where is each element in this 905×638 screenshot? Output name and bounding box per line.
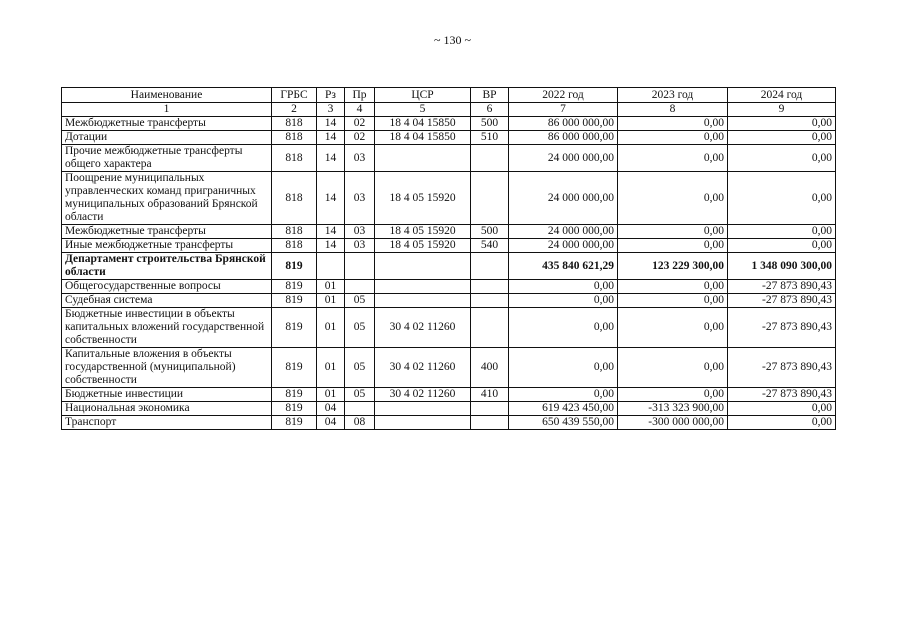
- col-header-vr: ВР: [471, 88, 509, 103]
- cell-grbs: 819: [272, 280, 317, 294]
- cell-2023: 0,00: [618, 239, 728, 253]
- cell-csr: 18 4 05 15920: [375, 172, 471, 225]
- cell-2024: 0,00: [728, 131, 836, 145]
- cell-2024: 0,00: [728, 117, 836, 131]
- cell-pr: 02: [345, 131, 375, 145]
- col-number: 6: [471, 103, 509, 117]
- col-header-2022: 2022 год: [509, 88, 618, 103]
- table-row: [62, 388, 836, 402]
- cell-csr: 30 4 02 11260: [375, 388, 471, 402]
- cell-pr: 08: [345, 416, 375, 430]
- cell-rz: 01: [317, 280, 345, 294]
- cell-2022: 0,00: [509, 294, 618, 308]
- cell-grbs: 819: [272, 388, 317, 402]
- cell-vr: 540: [471, 239, 509, 253]
- cell-name: Дотации: [62, 131, 272, 145]
- cell-vr: 400: [471, 348, 509, 388]
- cell-rz: 14: [317, 117, 345, 131]
- cell-name: Национальная экономика: [62, 402, 272, 416]
- table-row: [62, 294, 836, 308]
- col-number: 3: [317, 103, 345, 117]
- cell-name: Межбюджетные трансферты: [62, 117, 272, 131]
- table-row: [62, 348, 836, 388]
- cell-vr: [471, 402, 509, 416]
- cell-vr: [471, 294, 509, 308]
- col-header-csr: ЦСР: [375, 88, 471, 103]
- cell-2022: 619 423 450,00: [509, 402, 618, 416]
- cell-2022: 86 000 000,00: [509, 131, 618, 145]
- budget-table: [61, 87, 836, 430]
- col-number: 8: [618, 103, 728, 117]
- cell-pr: 05: [345, 294, 375, 308]
- cell-name: Общегосударственные вопросы: [62, 280, 272, 294]
- cell-pr: 03: [345, 225, 375, 239]
- cell-grbs: 818: [272, 145, 317, 172]
- cell-2022: 0,00: [509, 348, 618, 388]
- cell-grbs: 818: [272, 117, 317, 131]
- cell-csr: [375, 145, 471, 172]
- cell-csr: 18 4 04 15850: [375, 117, 471, 131]
- cell-rz: 14: [317, 239, 345, 253]
- cell-vr: [471, 308, 509, 348]
- col-number: 1: [62, 103, 272, 117]
- cell-2023: 0,00: [618, 131, 728, 145]
- cell-pr: 03: [345, 145, 375, 172]
- cell-2022: 650 439 550,00: [509, 416, 618, 430]
- cell-2023: 0,00: [618, 280, 728, 294]
- cell-2024: 1 348 090 300,00: [728, 253, 836, 280]
- cell-2024: -27 873 890,43: [728, 348, 836, 388]
- cell-vr: [471, 280, 509, 294]
- cell-2022: 24 000 000,00: [509, 225, 618, 239]
- cell-rz: 14: [317, 172, 345, 225]
- cell-2022: 0,00: [509, 280, 618, 294]
- table-row: [62, 225, 836, 239]
- col-number: 9: [728, 103, 836, 117]
- cell-2022: 24 000 000,00: [509, 172, 618, 225]
- col-header-rz: Рз: [317, 88, 345, 103]
- table-row: [62, 131, 836, 145]
- cell-pr: 03: [345, 172, 375, 225]
- cell-grbs: 818: [272, 172, 317, 225]
- cell-2024: -27 873 890,43: [728, 294, 836, 308]
- cell-csr: [375, 253, 471, 280]
- cell-vr: [471, 145, 509, 172]
- cell-2022: 24 000 000,00: [509, 239, 618, 253]
- page-number: ~ 130 ~: [434, 33, 471, 47]
- cell-csr: [375, 416, 471, 430]
- cell-name: Бюджетные инвестиции в объекты капитальных вложений государственной собственности: [62, 308, 272, 348]
- cell-vr: 410: [471, 388, 509, 402]
- cell-name: Поощрение муниципальных управленческих команд приграничных муниципальных образований Брянской области: [62, 172, 272, 225]
- col-number: 4: [345, 103, 375, 117]
- cell-csr: 30 4 02 11260: [375, 308, 471, 348]
- cell-vr: [471, 416, 509, 430]
- cell-grbs: 818: [272, 131, 317, 145]
- cell-csr: 18 4 05 15920: [375, 225, 471, 239]
- cell-grbs: 818: [272, 225, 317, 239]
- cell-vr: 500: [471, 225, 509, 239]
- col-header-grbs: ГРБС: [272, 88, 317, 103]
- cell-2024: -27 873 890,43: [728, 308, 836, 348]
- cell-name: Прочие межбюджетные трансферты общего характера: [62, 145, 272, 172]
- cell-2023: 0,00: [618, 294, 728, 308]
- cell-rz: 01: [317, 308, 345, 348]
- cell-2023: 0,00: [618, 117, 728, 131]
- cell-2023: -300 000 000,00: [618, 416, 728, 430]
- cell-rz: 14: [317, 145, 345, 172]
- cell-vr: 500: [471, 117, 509, 131]
- table-row: [62, 416, 836, 430]
- cell-2023: 123 229 300,00: [618, 253, 728, 280]
- cell-rz: 01: [317, 348, 345, 388]
- cell-pr: [345, 253, 375, 280]
- cell-grbs: 818: [272, 239, 317, 253]
- cell-name: Бюджетные инвестиции: [62, 388, 272, 402]
- cell-2024: 0,00: [728, 402, 836, 416]
- table-row: [62, 308, 836, 348]
- cell-2024: 0,00: [728, 239, 836, 253]
- col-number: 5: [375, 103, 471, 117]
- col-number: 7: [509, 103, 618, 117]
- cell-2023: 0,00: [618, 388, 728, 402]
- cell-rz: [317, 253, 345, 280]
- header-row: [62, 88, 836, 103]
- cell-rz: 01: [317, 294, 345, 308]
- column-number-row: [62, 103, 836, 117]
- table-row: [62, 172, 836, 225]
- cell-vr: 510: [471, 131, 509, 145]
- cell-vr: [471, 172, 509, 225]
- cell-rz: 04: [317, 416, 345, 430]
- cell-name: Транспорт: [62, 416, 272, 430]
- col-header-name: Наименование: [62, 88, 272, 103]
- cell-rz: 01: [317, 388, 345, 402]
- cell-grbs: 819: [272, 294, 317, 308]
- cell-2022: 24 000 000,00: [509, 145, 618, 172]
- cell-2023: 0,00: [618, 348, 728, 388]
- cell-2024: 0,00: [728, 145, 836, 172]
- cell-2024: -27 873 890,43: [728, 280, 836, 294]
- table-row: [62, 239, 836, 253]
- table-row: [62, 117, 836, 131]
- cell-csr: [375, 294, 471, 308]
- cell-pr: 02: [345, 117, 375, 131]
- cell-grbs: 819: [272, 308, 317, 348]
- cell-pr: 05: [345, 348, 375, 388]
- cell-2023: 0,00: [618, 308, 728, 348]
- cell-2024: -27 873 890,43: [728, 388, 836, 402]
- cell-rz: 14: [317, 225, 345, 239]
- cell-vr: [471, 253, 509, 280]
- col-header-2024: 2024 год: [728, 88, 836, 103]
- table-row: [62, 145, 836, 172]
- col-header-2023: 2023 год: [618, 88, 728, 103]
- cell-2023: 0,00: [618, 145, 728, 172]
- cell-csr: 18 4 04 15850: [375, 131, 471, 145]
- cell-pr: 05: [345, 388, 375, 402]
- cell-rz: 04: [317, 402, 345, 416]
- cell-pr: [345, 280, 375, 294]
- cell-grbs: 819: [272, 348, 317, 388]
- cell-2023: -313 323 900,00: [618, 402, 728, 416]
- cell-2024: 0,00: [728, 172, 836, 225]
- table-row: [62, 402, 836, 416]
- cell-2022: 86 000 000,00: [509, 117, 618, 131]
- cell-csr: 30 4 02 11260: [375, 348, 471, 388]
- cell-csr: [375, 280, 471, 294]
- cell-grbs: 819: [272, 253, 317, 280]
- col-header-pr: Пр: [345, 88, 375, 103]
- cell-grbs: 819: [272, 402, 317, 416]
- table-row: [62, 280, 836, 294]
- table-body: [62, 117, 836, 430]
- cell-2022: 0,00: [509, 388, 618, 402]
- cell-name: Департамент строительства Брянской области: [62, 253, 272, 280]
- cell-csr: 18 4 05 15920: [375, 239, 471, 253]
- cell-2024: 0,00: [728, 416, 836, 430]
- cell-rz: 14: [317, 131, 345, 145]
- cell-pr: 03: [345, 239, 375, 253]
- cell-pr: 05: [345, 308, 375, 348]
- cell-2023: 0,00: [618, 172, 728, 225]
- table-row: [62, 253, 836, 280]
- cell-pr: [345, 402, 375, 416]
- cell-2022: 435 840 621,29: [509, 253, 618, 280]
- cell-name: Судебная система: [62, 294, 272, 308]
- cell-name: Межбюджетные трансферты: [62, 225, 272, 239]
- cell-2023: 0,00: [618, 225, 728, 239]
- cell-name: Иные межбюджетные трансферты: [62, 239, 272, 253]
- cell-2022: 0,00: [509, 308, 618, 348]
- cell-csr: [375, 402, 471, 416]
- cell-name: Капитальные вложения в объекты государственной (муниципальной) собственности: [62, 348, 272, 388]
- cell-grbs: 819: [272, 416, 317, 430]
- cell-2024: 0,00: [728, 225, 836, 239]
- col-number: 2: [272, 103, 317, 117]
